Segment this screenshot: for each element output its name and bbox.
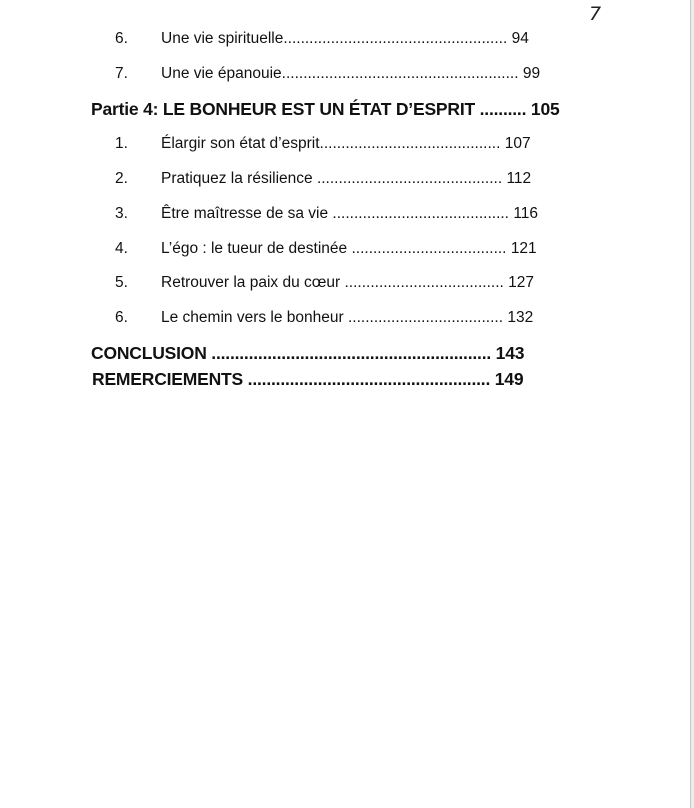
toc-entry-number: 1. xyxy=(115,135,128,152)
toc-entry-title: L’égo : le tueur de destinée .................................... 121 xyxy=(161,240,537,257)
toc-entry-title: Retrouver la paix du cœur ..................................... 127 xyxy=(161,274,535,291)
toc-entry-number: 3. xyxy=(115,205,128,222)
toc-part-heading[interactable]: Partie 4: LE BONHEUR EST UN ÉTAT D’ESPRIT .......... 105 xyxy=(91,99,560,119)
toc-entry[interactable] xyxy=(0,28,570,50)
toc-entry-number: 6. xyxy=(115,30,128,47)
toc-entry[interactable] xyxy=(0,272,570,294)
toc-entry-number: 5. xyxy=(115,274,128,291)
toc-entry[interactable] xyxy=(0,63,570,85)
toc-entry-number: 6. xyxy=(115,309,128,326)
toc-entry-title: Élargir son état d’esprit.......................................... 107 xyxy=(161,135,531,152)
toc-entry-title: Une vie épanouie....................................................... 99 xyxy=(161,65,541,82)
toc-entry-title: Une vie spirituelle.................................................... 94 xyxy=(161,30,529,47)
toc-entry-title: Le chemin vers le bonheur .................................... 132 xyxy=(161,309,534,326)
toc-conclusion[interactable]: CONCLUSION ............................................................ 143 xyxy=(91,343,525,363)
toc-entry[interactable] xyxy=(0,307,570,329)
toc-remerciements[interactable]: REMERCIEMENTS .................................................... 149 xyxy=(92,369,524,389)
toc-entry[interactable] xyxy=(0,203,570,225)
toc-entry-title: Être maîtresse de sa vie ......................................... 116 xyxy=(161,205,539,222)
toc-entry[interactable] xyxy=(0,168,570,190)
toc-entry[interactable] xyxy=(0,133,570,155)
toc-entry-title: Pratiquez la résilience ........................................... 112 xyxy=(161,170,532,187)
toc-entry-number: 7. xyxy=(115,65,128,82)
toc-entry-number: 4. xyxy=(115,240,128,257)
toc-entry-number: 2. xyxy=(115,170,128,187)
page-number: 7 xyxy=(589,3,602,25)
toc-entry[interactable] xyxy=(0,238,570,260)
